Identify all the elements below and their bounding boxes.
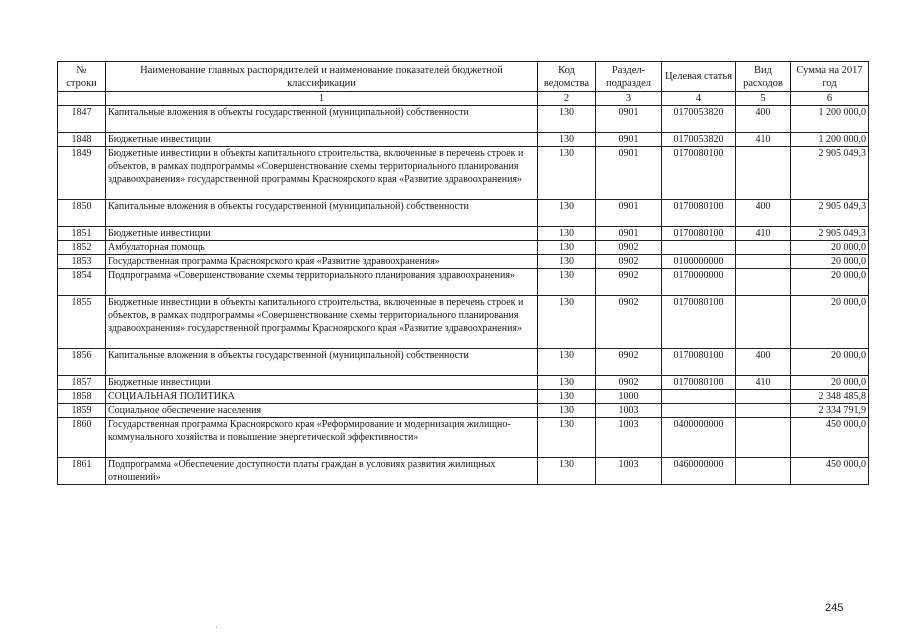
row-expense-type (736, 269, 791, 296)
row-expense-type: 410 (736, 227, 791, 241)
row-number: 1860 (58, 418, 106, 458)
row-expense-type: 410 (736, 376, 791, 390)
row-number: 1850 (58, 200, 106, 227)
row-name: Государственная программа Красноярского края «Реформирование и модернизация жилищно-коммунального хозяйства и повышение энергетической эффективности» (106, 418, 538, 458)
row-dept-code: 130 (538, 133, 596, 147)
table-row (58, 458, 869, 485)
row-amount: 2 905 049,3 (791, 200, 869, 227)
row-number: 1848 (58, 133, 106, 147)
row-dept-code: 130 (538, 106, 596, 133)
row-name: Капитальные вложения в объекты государственной (муниципальной) собственности (106, 349, 538, 376)
row-amount: 450 000,0 (791, 418, 869, 458)
row-name: Бюджетные инвестиции в объекты капитального строительства, включенные в перечень строек и объектов, в рамках подпрограммы «Совершенствование схемы территориального планирования здравоохранения» государственной программы Красноярского края «Развитие здравоохранения» (106, 296, 538, 349)
row-name: Бюджетные инвестиции (106, 227, 538, 241)
row-amount: 2 905 049,3 (791, 227, 869, 241)
budget-table (57, 61, 869, 485)
row-number: 1851 (58, 227, 106, 241)
table-row (58, 376, 869, 390)
row-name: Капитальные вложения в объекты государственной (муниципальной) собственности (106, 200, 538, 227)
row-section: 0902 (596, 255, 662, 269)
row-dept-code: 130 (538, 390, 596, 404)
row-dept-code: 130 (538, 255, 596, 269)
row-target: 0100000000 (662, 255, 736, 269)
row-section: 0901 (596, 200, 662, 227)
row-name: Социальное обеспечение населения (106, 404, 538, 418)
header-row-no: № строки (58, 62, 106, 92)
row-dept-code: 130 (538, 458, 596, 485)
row-dept-code: 130 (538, 227, 596, 241)
row-section: 0901 (596, 106, 662, 133)
row-section: 0901 (596, 227, 662, 241)
row-name: Подпрограмма «Обеспечение доступности платы граждан в условиях развития жилищных отношений» (106, 458, 538, 485)
table-row (58, 296, 869, 349)
header-target: Целевая статья (662, 62, 736, 92)
row-amount: 2 905 049,3 (791, 147, 869, 200)
row-number: 1859 (58, 404, 106, 418)
row-dept-code: 130 (538, 376, 596, 390)
row-number: 1858 (58, 390, 106, 404)
row-dept-code: 130 (538, 296, 596, 349)
table-row (58, 404, 869, 418)
row-number: 1861 (58, 458, 106, 485)
column-number: 6 (791, 92, 869, 106)
row-expense-type: 410 (736, 133, 791, 147)
row-expense-type (736, 458, 791, 485)
row-expense-type: 400 (736, 200, 791, 227)
row-amount: 20 000,0 (791, 376, 869, 390)
row-name: Бюджетные инвестиции (106, 376, 538, 390)
table-row (58, 269, 869, 296)
row-expense-type (736, 390, 791, 404)
row-name: Бюджетные инвестиции (106, 133, 538, 147)
row-amount: 2 334 791,9 (791, 404, 869, 418)
row-section: 0902 (596, 269, 662, 296)
row-target: 0170080100 (662, 376, 736, 390)
table-row (58, 106, 869, 133)
row-dept-code: 130 (538, 241, 596, 255)
header-expense-type: Вид расходов (736, 62, 791, 92)
row-amount: 20 000,0 (791, 349, 869, 376)
row-target: 0460000000 (662, 458, 736, 485)
row-amount: 1 200 000,0 (791, 106, 869, 133)
row-section: 0902 (596, 241, 662, 255)
row-target: 0170000000 (662, 269, 736, 296)
column-number: 4 (662, 92, 736, 106)
row-amount: 2 348 485,8 (791, 390, 869, 404)
row-dept-code: 130 (538, 200, 596, 227)
column-number-row (58, 92, 869, 106)
row-number: 1855 (58, 296, 106, 349)
table-row (58, 133, 869, 147)
row-target: 0170080100 (662, 200, 736, 227)
row-amount: 20 000,0 (791, 241, 869, 255)
row-target: 0170080100 (662, 147, 736, 200)
row-expense-type (736, 418, 791, 458)
table-row (58, 241, 869, 255)
row-expense-type (736, 404, 791, 418)
row-section: 0902 (596, 296, 662, 349)
row-dept-code: 130 (538, 147, 596, 200)
row-amount: 20 000,0 (791, 255, 869, 269)
row-expense-type (736, 241, 791, 255)
row-expense-type: 400 (736, 349, 791, 376)
row-section: 1000 (596, 390, 662, 404)
header-dept-code: Код ведомства (538, 62, 596, 92)
row-dept-code: 130 (538, 349, 596, 376)
column-number: 5 (736, 92, 791, 106)
row-section: 0901 (596, 147, 662, 200)
row-name: Государственная программа Красноярского края «Развитие здравоохранения» (106, 255, 538, 269)
table-header (58, 62, 869, 106)
scan-speck (216, 627, 217, 628)
row-amount: 450 000,0 (791, 458, 869, 485)
table-body (58, 106, 869, 485)
row-target (662, 390, 736, 404)
row-target: 0170080100 (662, 227, 736, 241)
row-name: Капитальные вложения в объекты государственной (муниципальной) собственности (106, 106, 538, 133)
row-section: 1003 (596, 458, 662, 485)
header-name: Наименование главных распорядителей и наименование показателей бюджетной классификации (106, 62, 538, 92)
row-section: 1003 (596, 418, 662, 458)
page-number: 245 (825, 602, 844, 614)
row-section: 0902 (596, 376, 662, 390)
row-section: 0902 (596, 349, 662, 376)
row-number: 1854 (58, 269, 106, 296)
table-row (58, 418, 869, 458)
row-target (662, 404, 736, 418)
table-row (58, 227, 869, 241)
row-target: 0400000000 (662, 418, 736, 458)
row-section: 1003 (596, 404, 662, 418)
header-amount: Сумма на 2017 год (791, 62, 869, 92)
row-name: Подпрограмма «Совершенствование схемы территориального планирования здравоохранения» (106, 269, 538, 296)
table-row (58, 255, 869, 269)
row-name: Бюджетные инвестиции в объекты капитального строительства, включенные в перечень строек и объектов, в рамках подпрограммы «Совершенствование схемы территориального планирования здравоохранения» государственной программы Красноярского края «Развитие здравоохранения» (106, 147, 538, 200)
row-number: 1849 (58, 147, 106, 200)
row-target (662, 241, 736, 255)
row-target: 0170080100 (662, 349, 736, 376)
column-number: 2 (538, 92, 596, 106)
row-target: 0170053820 (662, 106, 736, 133)
row-number: 1847 (58, 106, 106, 133)
row-target: 0170053820 (662, 133, 736, 147)
row-number: 1857 (58, 376, 106, 390)
row-expense-type (736, 255, 791, 269)
row-amount: 1 200 000,0 (791, 133, 869, 147)
row-dept-code: 130 (538, 269, 596, 296)
row-expense-type: 400 (736, 106, 791, 133)
row-dept-code: 130 (538, 418, 596, 458)
row-expense-type (736, 296, 791, 349)
row-name: Амбулаторная помощь (106, 241, 538, 255)
row-section: 0901 (596, 133, 662, 147)
column-number (58, 92, 106, 106)
row-target: 0170080100 (662, 296, 736, 349)
header-section: Раздел-подраздел (596, 62, 662, 92)
table-row (58, 200, 869, 227)
table-row (58, 147, 869, 200)
row-number: 1856 (58, 349, 106, 376)
row-amount: 20 000,0 (791, 269, 869, 296)
row-number: 1852 (58, 241, 106, 255)
column-number: 1 (106, 92, 538, 106)
row-name: СОЦИАЛЬНАЯ ПОЛИТИКА (106, 390, 538, 404)
table-row (58, 349, 869, 376)
column-number: 3 (596, 92, 662, 106)
row-dept-code: 130 (538, 404, 596, 418)
row-amount: 20 000,0 (791, 296, 869, 349)
row-expense-type (736, 147, 791, 200)
row-number: 1853 (58, 255, 106, 269)
table-row (58, 390, 869, 404)
